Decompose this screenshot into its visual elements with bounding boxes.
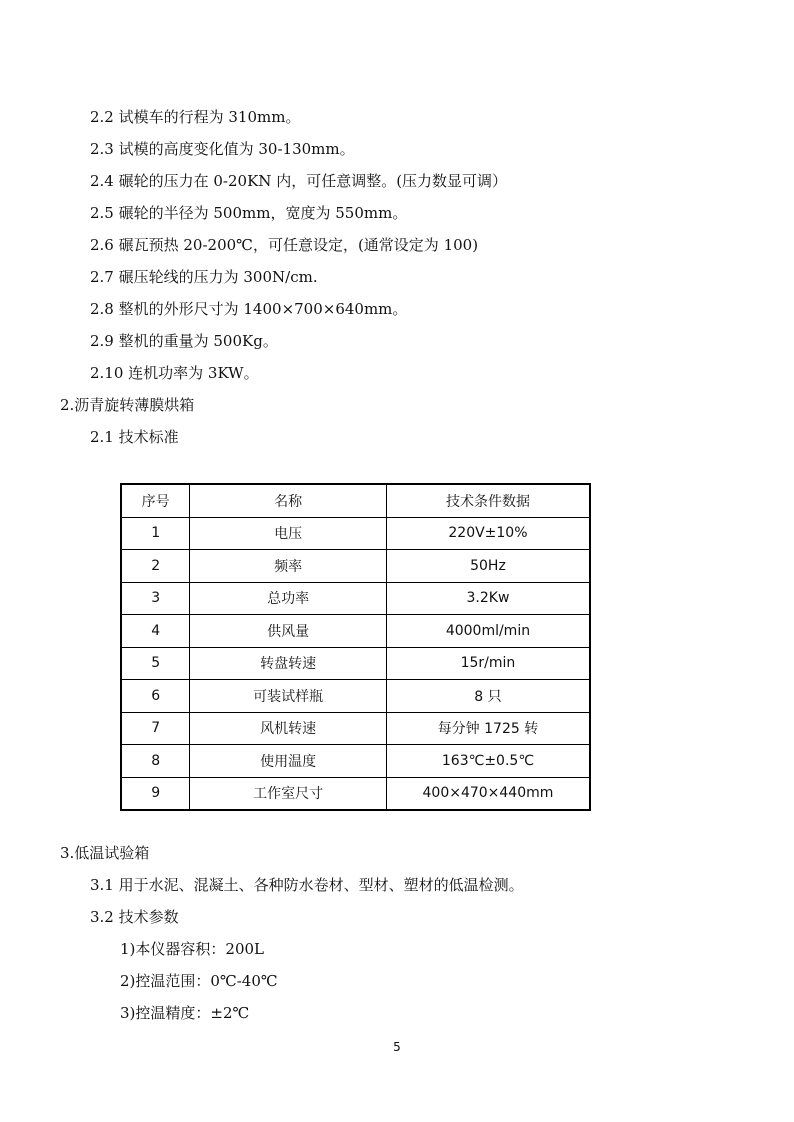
table-cell: 163℃±0.5℃	[386, 745, 590, 778]
table-header-row	[121, 484, 590, 517]
table-cell: 8 只	[386, 680, 590, 713]
table-cell: 使用温度	[190, 745, 387, 778]
text-line: 2.10 连机功率为 3KW。	[90, 364, 259, 382]
table-cell: 4000ml/min	[386, 615, 590, 648]
table-row	[121, 550, 590, 583]
table-cell: 3	[121, 582, 190, 615]
table-cell: 供风量	[190, 615, 387, 648]
subsection-heading: 3.2 技术参数	[90, 908, 179, 926]
text-line: 2.3 试模的高度变化值为 30-130mm。	[90, 140, 355, 158]
table-row	[121, 615, 590, 648]
table-cell: 9	[121, 777, 190, 810]
param-item: 2)控温范围：0℃-40℃	[120, 972, 278, 990]
table-cell: 频率	[190, 550, 387, 583]
table-cell: 可装试样瓶	[190, 680, 387, 713]
table-cell: 50Hz	[386, 550, 590, 583]
table-cell: 5	[121, 647, 190, 680]
table-cell: 电压	[190, 517, 387, 550]
table-header: 序号	[121, 484, 190, 517]
table-cell: 15r/min	[386, 647, 590, 680]
table-cell: 3.2Kw	[386, 582, 590, 615]
text-line: 2.7 碾压轮线的压力为 300N/cm.	[90, 268, 318, 286]
spec-table	[120, 483, 591, 811]
table-cell: 转盘转速	[190, 647, 387, 680]
subsection-heading: 3.1 用于水泥、混凝土、各种防水卷材、型材、塑材的低温检测。	[90, 876, 524, 894]
table-row	[121, 647, 590, 680]
text-line: 2.6 碾瓦预热 20-200℃，可任意设定，(通常设定为 100)	[90, 236, 479, 254]
text-line: 2.8 整机的外形尺寸为 1400×700×640mm。	[90, 300, 408, 318]
table-row	[121, 517, 590, 550]
table-row	[121, 582, 590, 615]
table-cell: 220V±10%	[386, 517, 590, 550]
table-cell: 风机转速	[190, 712, 387, 745]
table-cell: 工作室尺寸	[190, 777, 387, 810]
table-row	[121, 712, 590, 745]
table-row	[121, 777, 590, 810]
param-item: 1)本仪器容积：200L	[120, 940, 264, 958]
table-row	[121, 745, 590, 778]
page-number: 5	[393, 1040, 401, 1054]
section-heading: 2.沥青旋转薄膜烘箱	[60, 396, 195, 414]
table-cell: 7	[121, 712, 190, 745]
table-header: 名称	[190, 484, 387, 517]
text-line: 2.4 碾轮的压力在 0-20KN 内，可任意调整。(压力数显可调）	[90, 172, 508, 190]
table-cell: 总功率	[190, 582, 387, 615]
table-cell: 6	[121, 680, 190, 713]
text-line: 2.5 碾轮的半径为 500mm，宽度为 550mm。	[90, 204, 408, 222]
subsection-heading: 2.1 技术标准	[90, 428, 179, 446]
table-row	[121, 680, 590, 713]
table-cell: 1	[121, 517, 190, 550]
table-cell: 4	[121, 615, 190, 648]
text-line: 2.2 试模车的行程为 310mm。	[90, 108, 301, 126]
table-header: 技术条件数据	[386, 484, 590, 517]
table-cell: 2	[121, 550, 190, 583]
table-cell: 8	[121, 745, 190, 778]
table-cell: 400×470×440mm	[386, 777, 590, 810]
text-line: 2.9 整机的重量为 500Kg。	[90, 332, 278, 350]
table-cell: 每分钟 1725 转	[386, 712, 590, 745]
section-heading: 3.低温试验箱	[60, 844, 150, 862]
param-item: 3)控温精度：±2℃	[120, 1004, 250, 1022]
